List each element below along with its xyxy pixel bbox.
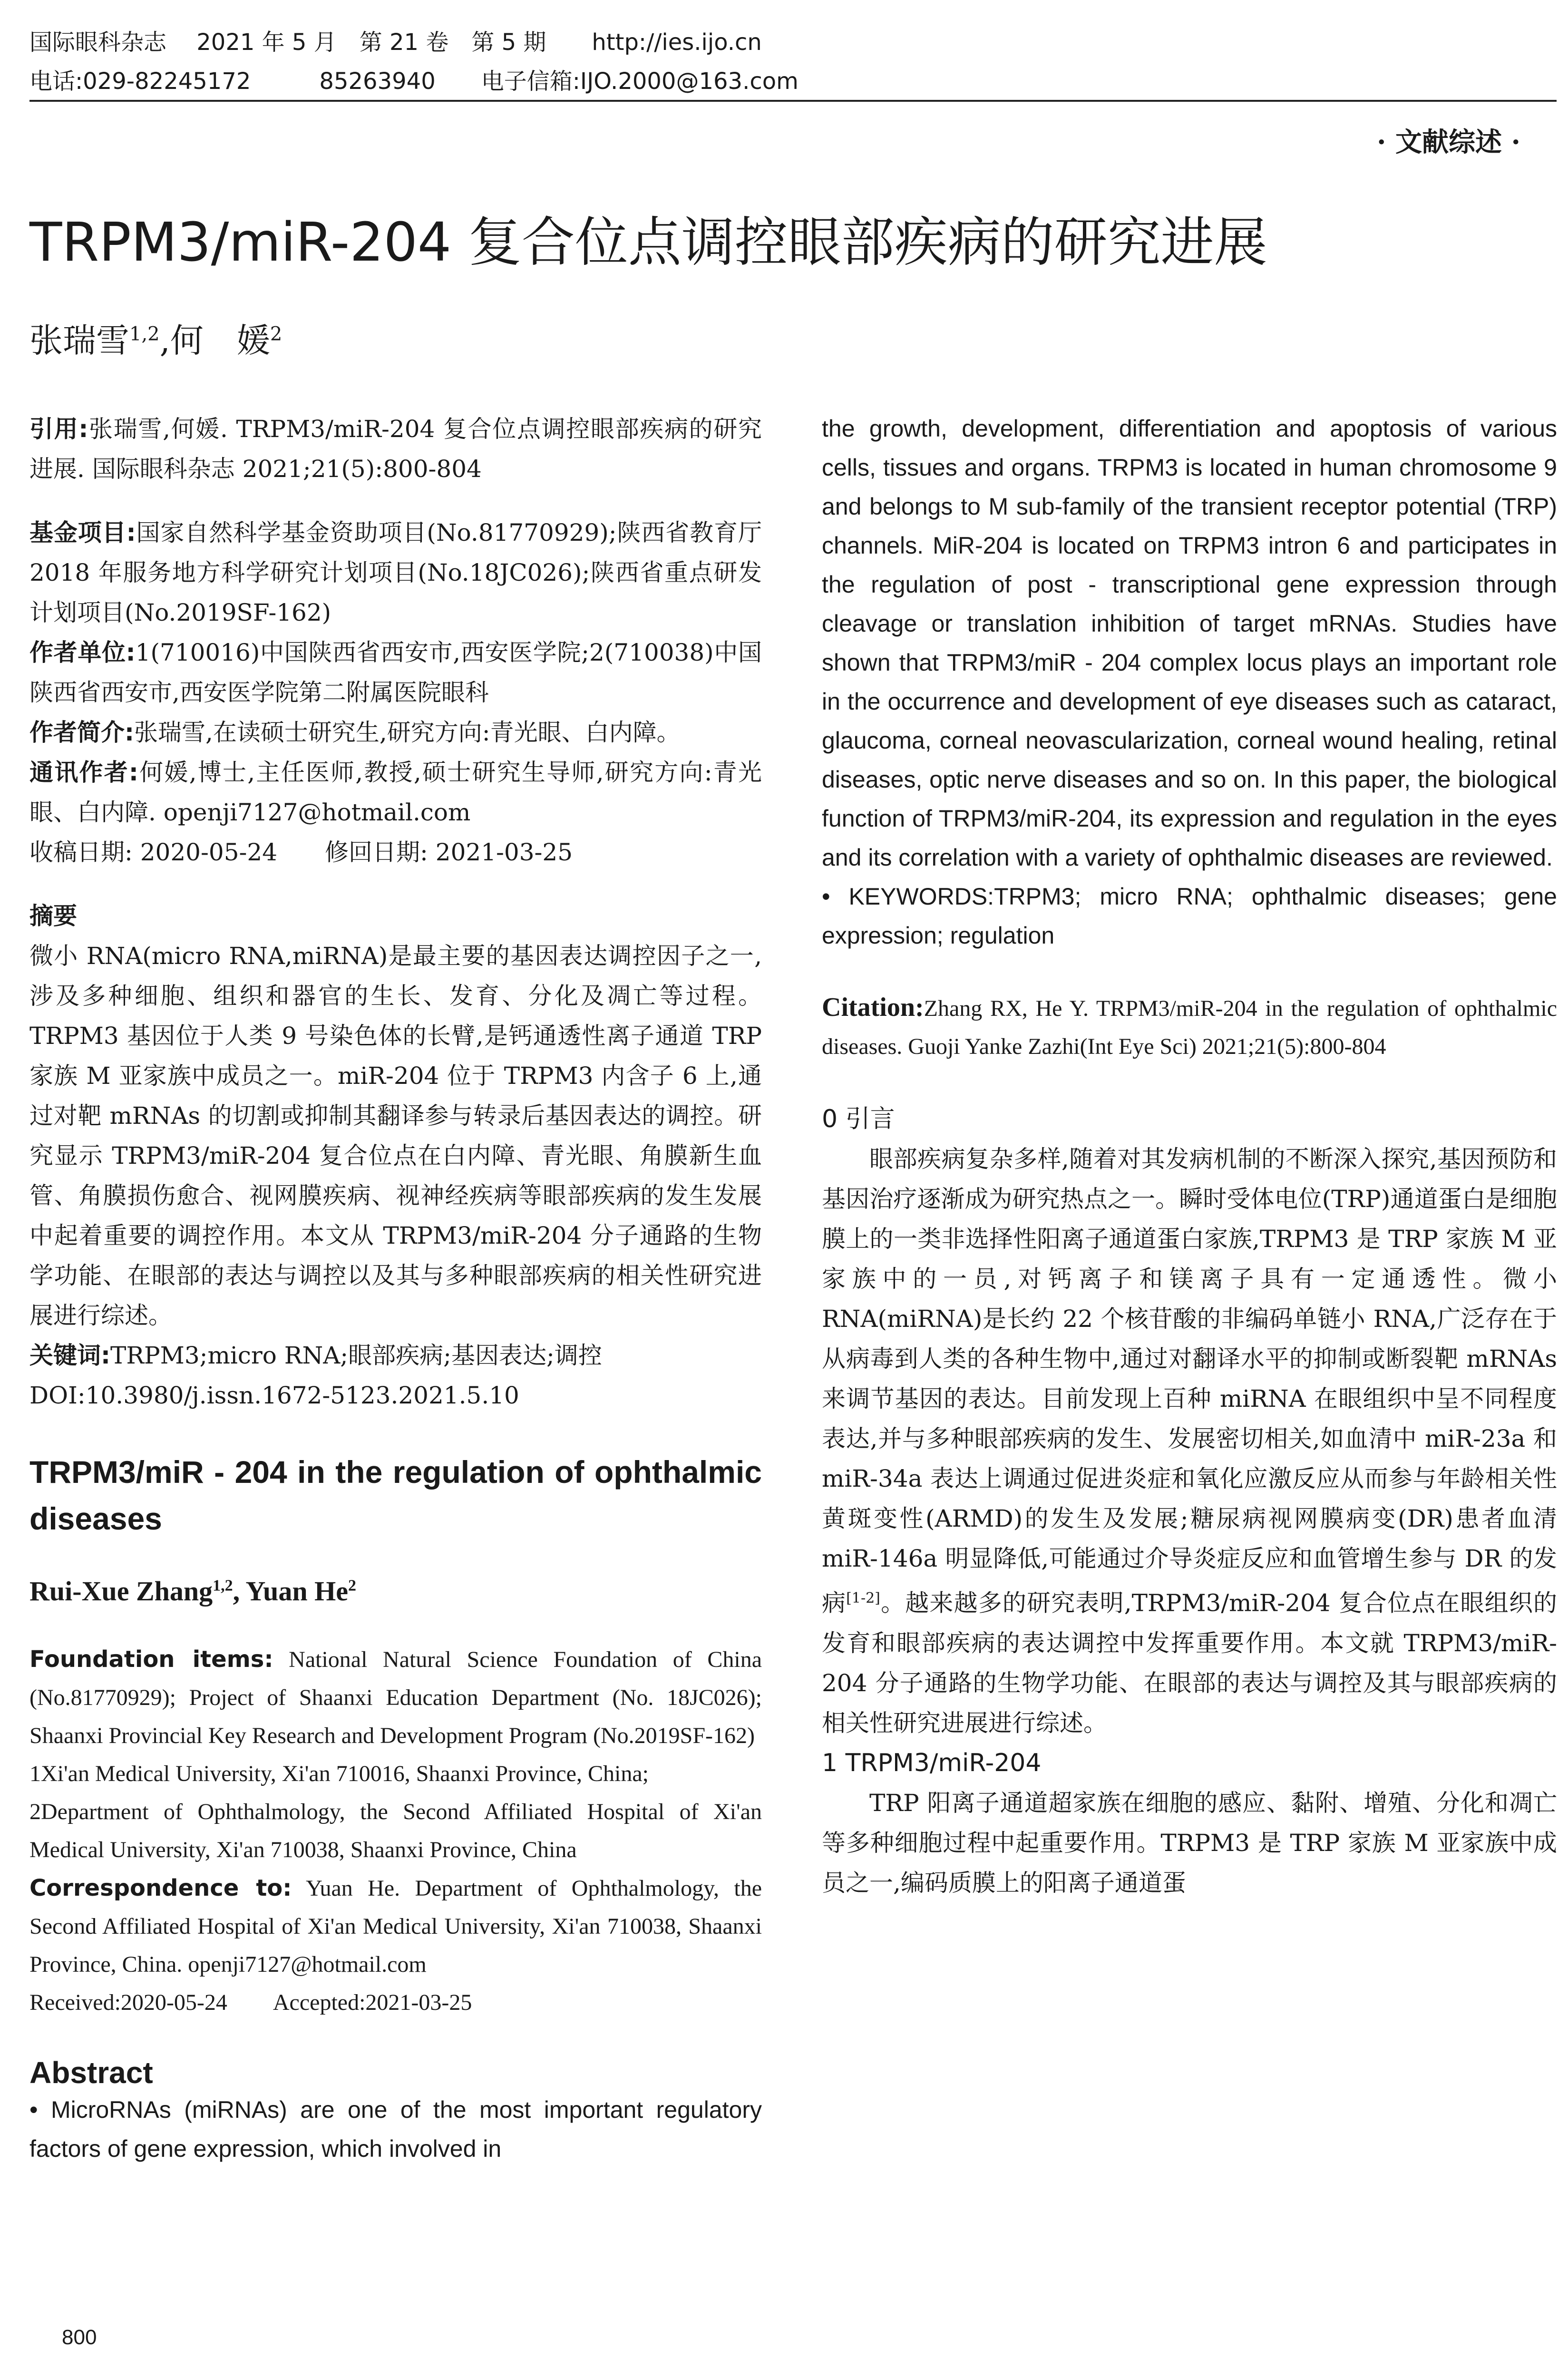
en-affiliation-2: 2Department of Ophthalmology, the Second Affiliated Hospital of Xi'an Medical University, Xi'an 710038, Shaanxi Province, China [29, 1799, 762, 1862]
meta-block [29, 513, 762, 872]
en-corr-text: Yuan He. Department of Ophthalmology, the Second Affiliated Hospital of Xi'an Medical University, Xi'an 710038, Shaanxi Province, China. openji7127@hotmail.com [29, 1876, 762, 1977]
section-tag: · 文献综述 · [1377, 127, 1520, 158]
en-author-1: Rui-Xue Zhang [29, 1576, 213, 1607]
citation-label: 引用: [29, 415, 88, 443]
keywords-text: TRPM3;micro RNA;眼部疾病;基因表达;调控 [110, 1342, 602, 1369]
doi: DOI:10.3980/j.issn.1672-5123.2021.5.10 [29, 1382, 519, 1409]
en-abstract-text-cont: the growth, development, differentiation and apoptosis of various cells, tissues and organs. TRPM3 is located in human chromosome 9 and belongs to M sub-family of the transient receptor potential (TRP) channels. MiR-204 is located on TRPM3 intron 6 and participates in the regulation of post - transcriptional gene expression through cleavage or translation inhibition of target mRNAs. Studies have shown that TRPM3/miR - 204 complex locus plays an important role in the occurrence and development of eye diseases such as cataract, glaucoma, corneal neovascularization, corneal wound healing, retinal diseases, optic nerve diseases and so on. In this paper, the biological function of TRPM3/miR-204, its expression and regulation in the eyes and its correlation with a variety of ophthalmic diseases are reviewed. [822, 415, 1557, 871]
corr-text: 何媛,博士,主任医师,教授,硕士研究生导师,研究方向:青光眼、白内障. openji7127@hotmail.com [29, 759, 762, 826]
en-abstract-heading: Abstract [29, 2056, 153, 2090]
abstract-zh-text: 微小 RNA(micro RNA,miRNA)是最主要的基因表达调控因子之一,涉及多种细胞、组织和器官的生长、发育、分化及凋亡等过程。TRPM3 基因位于人类 9 号染色体的长臂,是钙通透性离子通道 TRP 家族 M 亚家族中成员之一。miR-204 位于 TRPM3 内含子 6 上,通过对靶 mRNAs 的切割或抑制其翻译参与转录后基因表达的调控。研究显示 TRPM3/miR-204 复合位点在白内障、青光眼、角膜新生血管、角膜损伤愈合、视网膜疾病、视神经疾病等眼部疾病的发生发展中起着重要的调控作用。本文从 TRPM3/miR-204 分子通路的生物学功能、在眼部的表达与调控以及其与多种眼部疾病的相关性研究进展进行综述。 [29, 942, 762, 1329]
en-abstract-start [29, 2090, 762, 2168]
en-meta-block [29, 1640, 762, 2022]
en-author-separator: , [233, 1576, 246, 1607]
en-author-1-affil: 1,2 [213, 1577, 233, 1595]
right-column [822, 409, 1557, 1903]
en-author-2-affil: 2 [348, 1577, 356, 1595]
author-1: 张瑞雪 [29, 321, 129, 360]
fund-label: 基金项目: [29, 519, 136, 546]
dates-zh: 收稿日期: 2020-05-24 修回日期: 2021-03-25 [29, 838, 573, 866]
intro-text-b: 。越来越多的研究表明,TRPM3/miR-204 复合位点在眼组织的发育和眼部疾病的表达调控中发挥重要作用。本文就 TRPM3/miR-204 分子通路的生物学功能、在眼部的表达与调控及其与眼部疾病的相关性研究进展进行综述。 [822, 1589, 1557, 1737]
author-2-affil: 2 [270, 323, 282, 345]
author-2: 何 媛 [170, 321, 270, 360]
intro-heading: 0 引言 [822, 1105, 895, 1133]
en-keywords: • KEYWORDS:TRPM3; micro RNA; ophthalmic diseases; gene expression; regulation [822, 883, 1557, 949]
author-1-affil: 1,2 [129, 323, 160, 345]
page-number: 800 [62, 2326, 97, 2349]
article-title: TRPM3/miR-204 复合位点调控眼部疾病的研究进展 [29, 212, 1267, 273]
en-dates: Received:2020-05-24 Accepted:2021-03-25 [29, 1990, 472, 2015]
journal-header-line1: 国际眼科杂志 2021 年 5 月 第 21 卷 第 5 期 http://ies.ijo.cn [29, 29, 762, 56]
bio-label: 作者简介: [29, 719, 134, 746]
intro-text-a: 眼部疾病复杂多样,随着对其发病机制的不断深入探究,基因预防和基因治疗逐渐成为研究热点之一。瞬时受体电位(TRP)通道蛋白是细胞膜上的一类非选择性阳离子通道蛋白家族,TRPM3 是 TRP 家族 M 亚家族中的一员,对钙离子和镁离子具有一定通透性。微小 RNA(miRNA)是长约 22 个核苷酸的非编码单链小 RNA,广泛存在于从病毒到人类的各种生物中,通过对翻译水平的抑制或断裂靶 mRNAs 来调节基因的表达。目前发现上百种 miRNA 在眼组织中呈不同程度表达,并与多种眼部疾病的发生、发展密切相关,如血清中 miR-23a 和 miR-34a 表达上调通过促进炎症和氧化应激反应从而参与年龄相关性黄斑变性(ARMD)的发生及发展;糖尿病视网膜病变(DR)患者血清 miR-146a 明显降低,可能通过介导炎症反应和血管增生参与 DR 的发病 [822, 1145, 1557, 1617]
section-1-body [822, 1783, 1557, 1903]
abstract-zh [29, 896, 762, 1415]
en-affiliation-1: 1Xi'an Medical University, Xi'an 710016, Shaanxi Province, China; [29, 1761, 649, 1786]
journal-header-line2: 电话:029-82245172 85263940 电子信箱:IJO.2000@163.com [29, 68, 799, 95]
en-abstract-continued [822, 409, 1557, 955]
en-fund-label: Foundation items: [29, 1646, 273, 1673]
left-column [29, 409, 762, 2168]
author-separator: , [159, 321, 170, 360]
keywords-label: 关键词: [29, 1342, 110, 1369]
unit-text: 1(710016)中国陕西省西安市,西安医学院;2(710038)中国陕西省西安市,西安医学院第二附属医院眼科 [29, 639, 762, 706]
authors-zh [29, 314, 282, 362]
authors-en [29, 1575, 762, 1607]
header-rule [29, 100, 1557, 102]
english-title: TRPM3/miR - 204 in the regulation of ophthalmic diseases [29, 1454, 762, 1536]
en-abstract-text-start: • MicroRNAs (miRNAs) are one of the most important regulatory factors of gene expression, which involved in [29, 2096, 762, 2162]
section-1-heading: 1 TRPM3/miR-204 [822, 1748, 1042, 1777]
intro-reference: [1-2] [846, 1590, 880, 1607]
unit-label: 作者单位: [29, 639, 136, 666]
citation-block [29, 409, 762, 489]
section-1-text: TRP 阳离子通道超家族在细胞的感应、黏附、增殖、分化和凋亡等多种细胞过程中起重要作用。TRPM3 是 TRP 家族 M 亚家族中成员之一,编码质膜上的阳离子通道蛋 [822, 1789, 1557, 1897]
corr-label: 通讯作者: [29, 759, 138, 786]
en-fund-text: National Natural Science Foundation of China (No.81770929); Project of Shaanxi Education Department (No. 18JC026); Shaanxi Provincial Key Research and Development Program (No.2019SF-162) [29, 1647, 762, 1748]
intro-body [822, 1139, 1557, 1743]
en-citation-block [822, 988, 1557, 1066]
en-citation-text: Zhang RX, He Y. TRPM3/miR-204 in the regulation of ophthalmic diseases. Guoji Yanke Zazhi(Int Eye Sci) 2021;21(5):800-804 [822, 996, 1557, 1059]
en-corr-label: Correspondence to: [29, 1875, 292, 1901]
citation-text: 张瑞雪,何媛. TRPM3/miR-204 复合位点调控眼部疾病的研究进展. 国际眼科杂志 2021;21(5):800-804 [29, 415, 762, 483]
abstract-zh-label: 摘要 [29, 902, 77, 930]
fund-text: 国家自然科学基金资助项目(No.81770929);陕西省教育厅 2018 年服务地方科学研究计划项目(No.18JC026);陕西省重点研发计划项目(No.2019SF-162) [29, 519, 762, 626]
en-author-2: Yuan He [245, 1576, 348, 1607]
en-citation-label: Citation: [822, 993, 924, 1022]
bio-text: 张瑞雪,在读硕士研究生,研究方向:青光眼、白内障。 [134, 719, 681, 746]
